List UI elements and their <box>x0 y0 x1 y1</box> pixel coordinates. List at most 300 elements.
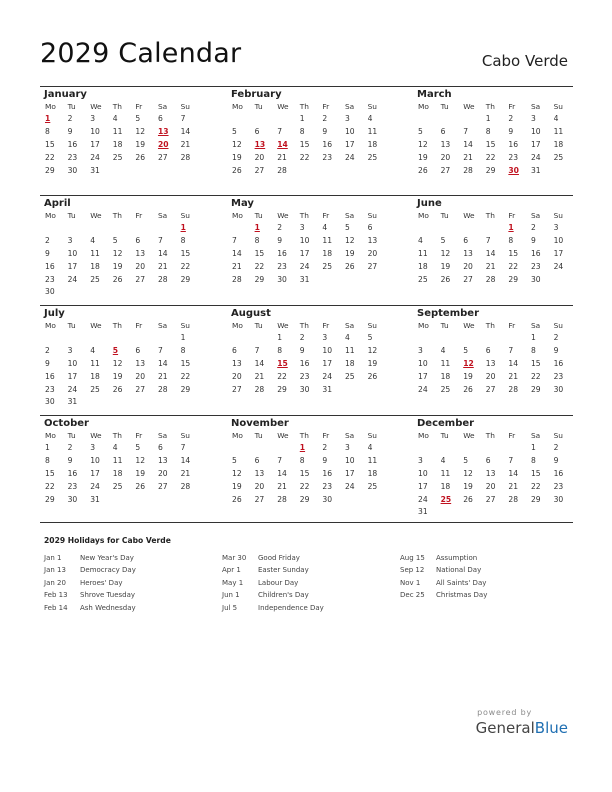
day-cell: 24 <box>322 371 333 381</box>
day-cell: 11 <box>322 235 333 245</box>
weekday-header: Mo <box>418 102 429 111</box>
day-cell: 1 <box>180 333 186 342</box>
holiday-column <box>400 552 575 602</box>
day-cell: 30 <box>277 274 287 284</box>
day-cell: 2 <box>530 223 536 232</box>
day-cell: 23 <box>299 371 310 381</box>
holiday-date: Dec 25 <box>400 591 425 600</box>
day-cell: 16 <box>67 139 78 149</box>
day-cell: 3 <box>418 455 423 465</box>
holidays-title: 2029 Holidays for Cabo Verde <box>44 536 171 545</box>
weekday-header: Fr <box>322 431 330 440</box>
weekday-header: Sa <box>530 321 541 330</box>
day-cell: 4 <box>112 443 118 452</box>
day-cell: 29 <box>530 384 541 394</box>
day-cell: 28 <box>254 384 265 394</box>
weekday-header: Mo <box>418 211 429 220</box>
day-cell: 27 <box>157 152 168 162</box>
day-cell: 5 <box>112 235 118 245</box>
holiday-name: National Day <box>436 566 482 575</box>
day-cell: 18 <box>553 139 564 149</box>
weekday-header: Tu <box>254 321 263 330</box>
day-cell: 8 <box>254 235 260 245</box>
day-cell: 2 <box>553 443 559 452</box>
day-cell: 5 <box>463 455 469 465</box>
day-cell: 21 <box>508 371 519 381</box>
day-blank <box>438 113 461 126</box>
day-cell: 27 <box>485 494 496 504</box>
day-cell: 6 <box>485 455 491 465</box>
month-days-grid <box>229 210 383 286</box>
weekday-header: Su <box>367 321 377 330</box>
day-cell: 6 <box>485 345 491 355</box>
weekday-header: Su <box>180 431 190 440</box>
day-blank <box>460 113 483 126</box>
weekday-header: Fr <box>322 211 330 220</box>
day-cell: 12 <box>135 126 146 136</box>
weekday-header: We <box>463 211 475 220</box>
holiday-day-cell: 25 <box>440 494 452 504</box>
weekday-header: Fr <box>508 321 516 330</box>
day-cell: 23 <box>277 261 287 271</box>
day-blank <box>252 442 275 455</box>
weekday-header: Th <box>112 321 122 330</box>
day-cell: 17 <box>90 468 100 478</box>
day-cell: 20 <box>135 371 146 381</box>
day-cell: 30 <box>67 165 78 175</box>
day-cell: 16 <box>322 139 333 149</box>
day-cell: 24 <box>418 494 428 504</box>
day-blank <box>460 332 483 345</box>
day-cell: 21 <box>180 468 191 478</box>
holiday-date: Feb 13 <box>44 591 68 600</box>
day-cell: 7 <box>157 235 163 245</box>
day-cell: 28 <box>180 481 191 491</box>
weekday-header: Mo <box>232 431 243 440</box>
day-cell: 28 <box>508 384 519 394</box>
day-cell: 5 <box>440 235 446 245</box>
day-cell: 26 <box>440 274 451 284</box>
day-cell: 30 <box>322 494 333 504</box>
holiday-column <box>222 552 397 614</box>
holiday-name: Ash Wednesday <box>80 603 136 612</box>
day-blank <box>483 442 506 455</box>
weekday-header: Su <box>180 211 190 220</box>
day-cell: 3 <box>322 333 328 342</box>
holiday-name: Assumption <box>436 554 478 562</box>
day-cell: 6 <box>135 345 141 355</box>
day-cell: 17 <box>322 358 333 368</box>
weekday-header: Th <box>112 102 122 111</box>
month-days-grid <box>415 210 569 286</box>
weekday-header: Sa <box>344 102 355 111</box>
day-cell: 1 <box>299 114 305 123</box>
month-days-grid <box>229 101 383 177</box>
day-cell: 31 <box>67 397 78 407</box>
day-cell: 27 <box>367 261 378 271</box>
day-cell: 9 <box>530 235 536 245</box>
day-cell: 23 <box>553 371 564 381</box>
day-cell: 23 <box>508 152 519 162</box>
weekday-header: Mo <box>232 102 243 111</box>
day-cell: 14 <box>508 358 519 368</box>
holiday-item <box>400 552 575 564</box>
day-cell: 10 <box>344 455 355 465</box>
day-cell: 19 <box>112 371 123 381</box>
day-cell: 20 <box>254 152 265 162</box>
day-cell: 2 <box>322 114 328 123</box>
weekday-header: Sa <box>344 211 355 220</box>
day-cell: 13 <box>367 235 378 245</box>
day-cell: 3 <box>344 443 350 452</box>
month-row-divider <box>40 195 573 196</box>
weekday-header: Fr <box>135 102 143 111</box>
day-cell: 25 <box>344 371 355 381</box>
month-february <box>229 88 383 177</box>
weekday-header: Mo <box>45 102 56 111</box>
weekday-header: Tu <box>67 431 76 440</box>
weekday-header: Sa <box>157 321 168 330</box>
day-cell: 8 <box>530 345 536 355</box>
day-cell: 28 <box>463 165 473 175</box>
day-cell: 15 <box>180 248 191 258</box>
month-october <box>42 417 196 506</box>
day-cell: 25 <box>418 274 428 284</box>
day-cell: 14 <box>485 248 496 258</box>
day-cell: 3 <box>553 223 559 232</box>
day-blank <box>274 113 297 126</box>
day-cell: 15 <box>299 468 310 478</box>
day-cell: 20 <box>485 481 496 491</box>
month-may <box>229 197 383 286</box>
day-cell: 18 <box>367 139 378 149</box>
day-cell: 8 <box>45 126 50 136</box>
weekday-header: Tu <box>67 211 76 220</box>
day-cell: 4 <box>418 235 423 245</box>
day-cell: 24 <box>299 261 310 271</box>
day-cell: 13 <box>485 468 496 478</box>
weekday-header: We <box>277 211 289 220</box>
day-blank <box>415 442 438 455</box>
holiday-name: Labour Day <box>258 578 299 587</box>
day-cell: 17 <box>418 481 428 491</box>
day-cell: 8 <box>299 126 305 136</box>
day-cell: 30 <box>299 384 310 394</box>
month-days-grid <box>415 430 569 519</box>
day-cell: 21 <box>180 139 191 149</box>
holiday-item <box>44 589 219 601</box>
day-cell: 29 <box>485 165 496 175</box>
weekday-header: Sa <box>157 431 168 440</box>
day-cell: 25 <box>112 481 123 491</box>
weekday-header: Su <box>180 102 190 111</box>
day-cell: 5 <box>344 223 350 232</box>
weekday-header: Mo <box>45 321 56 330</box>
day-cell: 6 <box>254 126 260 136</box>
day-cell: 20 <box>367 248 378 258</box>
day-cell: 11 <box>440 358 451 368</box>
day-cell: 31 <box>322 384 333 394</box>
day-blank <box>483 222 506 235</box>
holiday-item <box>44 602 219 614</box>
day-cell: 4 <box>440 455 446 465</box>
day-cell: 15 <box>45 139 55 149</box>
day-cell: 18 <box>418 261 428 271</box>
day-cell: 4 <box>90 345 96 355</box>
month-days-grid <box>415 101 569 177</box>
day-cell: 28 <box>157 384 168 394</box>
day-cell: 2 <box>45 345 50 355</box>
weekday-header: Th <box>299 102 309 111</box>
calendar-bottom-divider <box>40 522 573 523</box>
day-cell: 31 <box>530 165 541 175</box>
day-cell: 17 <box>67 261 78 271</box>
day-cell: 15 <box>180 358 191 368</box>
day-cell: 9 <box>67 455 73 465</box>
day-cell: 15 <box>254 248 265 258</box>
day-cell: 21 <box>277 152 287 162</box>
holiday-date: Mar 30 <box>222 554 247 562</box>
weekday-header: Fr <box>322 321 330 330</box>
day-cell: 7 <box>277 455 283 465</box>
day-cell: 12 <box>344 235 355 245</box>
day-cell: 14 <box>508 468 519 478</box>
day-blank <box>252 113 275 126</box>
day-cell: 18 <box>440 481 451 491</box>
day-cell: 17 <box>299 248 310 258</box>
day-blank <box>415 113 438 126</box>
day-cell: 22 <box>299 152 310 162</box>
day-cell: 10 <box>322 345 333 355</box>
day-cell: 14 <box>180 455 191 465</box>
holiday-date: Jan 13 <box>44 566 66 575</box>
month-name: December <box>417 418 475 429</box>
holiday-date: Jan 20 <box>44 578 66 587</box>
day-cell: 21 <box>157 261 168 271</box>
day-cell: 18 <box>90 371 100 381</box>
day-cell: 19 <box>232 152 242 162</box>
month-days-grid <box>42 101 196 177</box>
holiday-name: Easter Sunday <box>258 566 309 575</box>
day-cell: 18 <box>367 468 378 478</box>
holiday-item <box>222 589 397 601</box>
day-cell: 5 <box>232 455 237 465</box>
day-blank <box>229 442 252 455</box>
weekday-header: We <box>463 321 475 330</box>
day-cell: 30 <box>67 494 78 504</box>
day-cell: 8 <box>180 235 186 245</box>
day-cell: 8 <box>485 126 491 136</box>
day-cell: 3 <box>67 235 73 245</box>
day-cell: 23 <box>67 481 78 491</box>
day-cell: 5 <box>135 443 141 452</box>
day-cell: 14 <box>277 468 287 478</box>
day-cell: 16 <box>322 468 333 478</box>
day-cell: 20 <box>440 152 451 162</box>
month-days-grid <box>42 430 196 506</box>
holiday-name: All Saints' Day <box>436 578 487 587</box>
day-cell: 14 <box>157 248 168 258</box>
day-cell: 9 <box>277 235 283 245</box>
day-cell: 22 <box>530 371 541 381</box>
day-cell: 2 <box>67 443 73 452</box>
day-cell: 5 <box>367 333 373 342</box>
day-cell: 22 <box>45 481 55 491</box>
day-cell: 2 <box>45 235 50 245</box>
day-cell: 6 <box>157 114 163 123</box>
weekday-header: Fr <box>135 431 143 440</box>
day-cell: 29 <box>45 165 55 175</box>
holiday-name: Christmas Day <box>436 591 488 600</box>
day-cell: 23 <box>322 152 333 162</box>
day-cell: 21 <box>232 261 242 271</box>
weekday-header: Tu <box>440 211 449 220</box>
day-cell: 17 <box>553 248 564 258</box>
day-cell: 24 <box>90 481 100 491</box>
day-cell: 20 <box>157 468 168 478</box>
day-cell: 14 <box>157 358 168 368</box>
month-name: August <box>231 308 271 319</box>
day-cell: 15 <box>530 358 541 368</box>
day-cell: 11 <box>553 126 564 136</box>
day-cell: 9 <box>322 126 328 136</box>
day-cell: 29 <box>299 494 310 504</box>
holiday-day-cell: 12 <box>463 358 474 368</box>
weekday-header: Tu <box>440 102 449 111</box>
month-name: February <box>231 89 282 100</box>
holiday-item <box>222 552 397 564</box>
day-cell: 2 <box>277 223 283 232</box>
day-cell: 19 <box>344 248 355 258</box>
day-blank <box>438 222 461 235</box>
day-cell: 29 <box>45 494 55 504</box>
weekday-header: Mo <box>45 211 56 220</box>
weekday-header: Fr <box>135 211 143 220</box>
day-cell: 23 <box>553 481 564 491</box>
day-cell: 26 <box>367 371 378 381</box>
day-cell: 19 <box>232 481 242 491</box>
day-blank <box>460 222 483 235</box>
day-cell: 28 <box>232 274 242 284</box>
weekday-header: Tu <box>254 102 263 111</box>
day-blank <box>415 222 438 235</box>
weekday-header: Sa <box>344 431 355 440</box>
holiday-name: New Year's Day <box>80 554 134 562</box>
month-july <box>42 307 196 409</box>
day-cell: 18 <box>90 261 100 271</box>
month-days-grid <box>42 210 196 299</box>
day-cell: 15 <box>485 139 496 149</box>
day-cell: 16 <box>67 468 78 478</box>
day-blank <box>252 332 275 345</box>
day-cell: 16 <box>299 358 310 368</box>
holiday-name: Heroes' Day <box>80 578 123 587</box>
month-name: April <box>44 198 71 209</box>
weekday-header: Tu <box>67 321 76 330</box>
day-cell: 24 <box>418 384 428 394</box>
day-cell: 29 <box>180 384 191 394</box>
holiday-item <box>400 564 575 576</box>
holiday-name: Shrove Tuesday <box>80 591 136 600</box>
day-cell: 12 <box>440 248 451 258</box>
day-cell: 5 <box>463 345 469 355</box>
day-blank <box>483 332 506 345</box>
day-cell: 2 <box>67 114 73 123</box>
day-blank <box>505 442 528 455</box>
day-cell: 3 <box>299 223 305 232</box>
day-cell: 4 <box>322 223 328 232</box>
holiday-date: Jan 1 <box>44 554 62 562</box>
day-cell: 3 <box>90 443 96 452</box>
day-cell: 18 <box>440 371 451 381</box>
day-blank <box>274 442 297 455</box>
weekday-header: Th <box>299 211 309 220</box>
day-cell: 12 <box>232 468 242 478</box>
holiday-day-cell: 13 <box>254 139 266 149</box>
day-cell: 10 <box>67 248 78 258</box>
day-blank <box>155 332 178 345</box>
day-cell: 16 <box>553 358 564 368</box>
day-blank <box>132 332 155 345</box>
country-name: Cabo Verde <box>481 52 568 70</box>
day-cell: 7 <box>463 126 469 136</box>
day-cell: 18 <box>112 468 123 478</box>
holiday-date: May 1 <box>222 578 244 587</box>
day-cell: 28 <box>277 494 287 504</box>
day-cell: 9 <box>553 455 559 465</box>
day-cell: 16 <box>553 468 564 478</box>
day-cell: 3 <box>530 114 536 123</box>
day-cell: 4 <box>112 114 118 123</box>
day-cell: 17 <box>530 139 541 149</box>
day-cell: 12 <box>367 345 378 355</box>
generalblue-logo[interactable] <box>476 719 568 737</box>
month-march <box>415 88 569 177</box>
day-cell: 9 <box>67 126 73 136</box>
weekday-header: Tu <box>440 431 449 440</box>
day-cell: 22 <box>180 261 191 271</box>
month-row-divider <box>40 86 573 87</box>
weekday-header: Th <box>112 431 122 440</box>
day-cell: 11 <box>440 468 451 478</box>
day-cell: 7 <box>508 455 514 465</box>
day-cell: 20 <box>463 261 473 271</box>
holiday-day-cell: 20 <box>157 139 169 149</box>
holiday-date: Aug 15 <box>400 554 425 562</box>
day-cell: 15 <box>530 468 541 478</box>
day-cell: 11 <box>112 455 123 465</box>
day-cell: 28 <box>277 165 287 175</box>
weekday-header: Sa <box>157 102 168 111</box>
day-cell: 26 <box>135 481 146 491</box>
weekday-header: Su <box>367 431 377 440</box>
weekday-header: Mo <box>418 431 429 440</box>
day-cell: 8 <box>508 235 514 245</box>
day-cell: 6 <box>135 235 141 245</box>
day-cell: 4 <box>367 114 373 123</box>
day-cell: 27 <box>463 274 473 284</box>
day-cell: 26 <box>463 384 473 394</box>
day-cell: 2 <box>553 333 559 342</box>
day-cell: 12 <box>418 139 428 149</box>
day-cell: 31 <box>418 507 428 517</box>
day-cell: 12 <box>112 358 123 368</box>
day-cell: 12 <box>135 455 146 465</box>
weekday-header: Sa <box>157 211 168 220</box>
day-cell: 13 <box>232 358 242 368</box>
day-cell: 27 <box>254 494 265 504</box>
weekday-header: Th <box>112 211 122 220</box>
